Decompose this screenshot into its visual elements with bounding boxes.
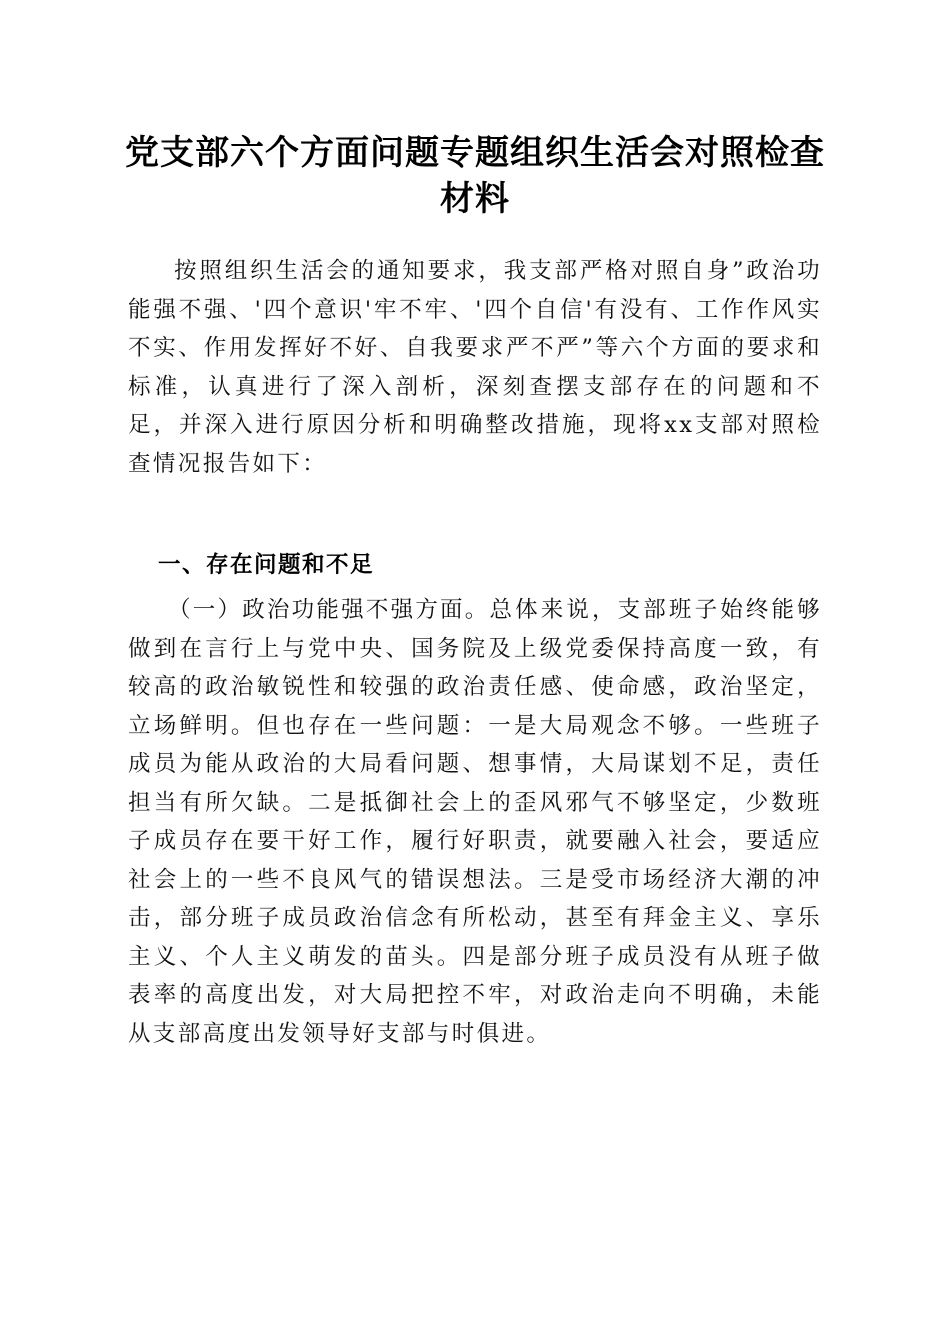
subsection-lead: （一）政治功能强不强方面。 [168,597,490,623]
intro-paragraph: 按照组织生活会的通知要求，我支部严格对照自身”政治功能强不强、'四个意识'牢不牢、'四个自信'有没有、工作作风实不实、作用发挥好不好、自我要求严不严”等六个方面的要求和标准，认真进行了深入剖析，深刻查摆支部存在的问题和不足，并深入进行原因分析和明确整改措施，现将xx支部对照检查情况报告如下： [128,258,822,477]
title-line-2: 材料 [440,179,510,219]
subsection-political-function [128,591,822,1053]
section-heading-problems: 一、存在问题和不足 [158,552,375,578]
title-line-1: 党支部六个方面问题专题组织生活会对照检查 [125,133,825,173]
subsection-body: 总体来说，支部班子始终能够做到在言行上与党中央、国务院及上级党委保持高度一致，有较高的政治敏锐性和较强的政治责任感、使命感，政治坚定，立场鲜明。但也存在一些问题：一是大局观念不够。一些班子成员为能从政治的大局看问题、想事情，大局谋划不足，责任担当有所欠缺。二是抵御社会上的歪风邪气不够坚定，少数班子成员存在要干好工作，履行好职责，就要融入社会，要适应社会上的一些不良风气的错误想法。三是受市场经济大潮的冲击，部分班子成员政治信念有所松动，甚至有拜金主义、享乐主义、个人主义萌发的苗头。四是部分班子成员没有从班子做表率的高度出发，对大局把控不牢，对政治走向不明确，未能从支部高度出发领导好支部与时俱进。 [128,597,822,1047]
document-title [100,130,850,222]
